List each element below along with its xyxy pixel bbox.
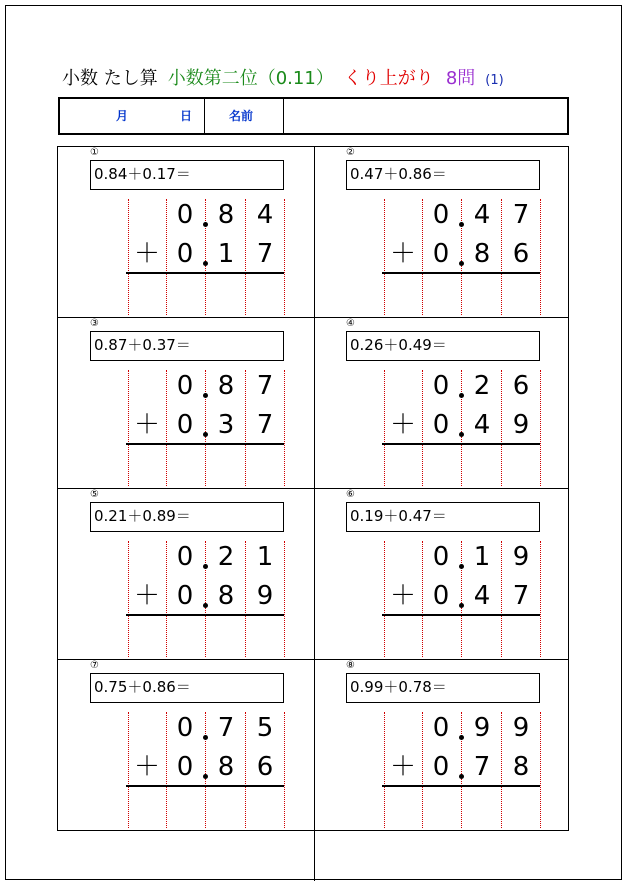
answer-area[interactable] bbox=[384, 446, 540, 486]
digit: 3 bbox=[217, 410, 235, 440]
digit: 0 bbox=[432, 581, 450, 611]
decimal-point bbox=[458, 260, 466, 268]
sum-line bbox=[382, 272, 540, 274]
digit: 0 bbox=[176, 200, 194, 230]
problem-expression: 0.26＋0.49＝ bbox=[346, 331, 540, 361]
sum-line bbox=[126, 614, 284, 616]
problem-cell bbox=[314, 318, 570, 489]
digit: 9 bbox=[256, 581, 274, 611]
digit: 0 bbox=[176, 713, 194, 743]
digit: 1 bbox=[217, 239, 235, 269]
digit: 2 bbox=[217, 542, 235, 572]
problem-cell bbox=[314, 660, 570, 831]
digit: 0 bbox=[176, 410, 194, 440]
digit: 9 bbox=[512, 542, 530, 572]
digit: 0 bbox=[176, 239, 194, 269]
digit: 7 bbox=[512, 200, 530, 230]
problem-number: ⑥ bbox=[346, 489, 355, 500]
problem-expression: 0.99＋0.78＝ bbox=[346, 673, 540, 703]
digit: 9 bbox=[473, 713, 491, 743]
digit: 0 bbox=[432, 713, 450, 743]
decimal-point bbox=[458, 431, 466, 439]
digit: 0 bbox=[432, 752, 450, 782]
plus-sign: ＋ bbox=[133, 581, 160, 611]
problem-expression: 0.47＋0.86＝ bbox=[346, 160, 540, 190]
digit: 9 bbox=[512, 713, 530, 743]
problem-expression: 0.87＋0.37＝ bbox=[90, 331, 284, 361]
problem-expression: 0.19＋0.47＝ bbox=[346, 502, 540, 532]
digit: 5 bbox=[256, 713, 274, 743]
problem-number: ⑤ bbox=[90, 489, 99, 500]
plus-sign: ＋ bbox=[389, 581, 416, 611]
plus-sign: ＋ bbox=[389, 410, 416, 440]
day-label: 日 bbox=[180, 109, 193, 123]
digit: 8 bbox=[473, 239, 491, 269]
digit: 1 bbox=[256, 542, 274, 572]
sum-line bbox=[126, 272, 284, 274]
decimal-point bbox=[202, 602, 210, 610]
decimal-point bbox=[458, 221, 466, 229]
digit: 0 bbox=[432, 239, 450, 269]
decimal-point bbox=[202, 563, 210, 571]
divider bbox=[204, 99, 205, 133]
decimal-point bbox=[202, 392, 210, 400]
digit: 8 bbox=[512, 752, 530, 782]
decimal-point bbox=[458, 392, 466, 400]
answer-area[interactable] bbox=[128, 275, 284, 315]
problem-expression: 0.84＋0.17＝ bbox=[90, 160, 284, 190]
answer-area[interactable] bbox=[128, 788, 284, 828]
decimal-point bbox=[202, 260, 210, 268]
column-guide-line bbox=[540, 712, 541, 828]
title-count: 8問 bbox=[445, 68, 476, 89]
column-guide-line bbox=[540, 199, 541, 315]
digit: 0 bbox=[176, 581, 194, 611]
column-guide-line bbox=[284, 370, 285, 486]
name-date-box bbox=[58, 97, 569, 135]
month-label: 月 bbox=[116, 109, 129, 123]
problem-cell bbox=[58, 318, 314, 489]
answer-area[interactable] bbox=[384, 617, 540, 657]
digit: 7 bbox=[256, 239, 274, 269]
problem-cell bbox=[58, 147, 314, 318]
digit: 4 bbox=[473, 410, 491, 440]
digit: 0 bbox=[432, 371, 450, 401]
digit: 6 bbox=[512, 371, 530, 401]
plus-sign: ＋ bbox=[389, 239, 416, 269]
title-subject: 小数 たし算 bbox=[62, 68, 158, 89]
digit: 0 bbox=[432, 200, 450, 230]
decimal-point bbox=[458, 734, 466, 742]
sum-line bbox=[382, 443, 540, 445]
sum-line bbox=[126, 443, 284, 445]
digit: 7 bbox=[217, 713, 235, 743]
digit: 8 bbox=[217, 752, 235, 782]
column-guide-line bbox=[284, 541, 285, 657]
problem-cell bbox=[58, 489, 314, 660]
digit: 0 bbox=[176, 371, 194, 401]
problem-number: ③ bbox=[90, 318, 99, 329]
answer-area[interactable] bbox=[384, 275, 540, 315]
digit: 7 bbox=[256, 410, 274, 440]
column-guide-line bbox=[540, 370, 541, 486]
digit: 4 bbox=[473, 581, 491, 611]
decimal-point bbox=[458, 602, 466, 610]
name-label: 名前 bbox=[229, 109, 254, 123]
digit: 8 bbox=[217, 200, 235, 230]
digit: 1 bbox=[473, 542, 491, 572]
decimal-point bbox=[458, 773, 466, 781]
plus-sign: ＋ bbox=[133, 410, 160, 440]
digit: 4 bbox=[256, 200, 274, 230]
answer-area[interactable] bbox=[384, 788, 540, 828]
problem-number: ① bbox=[90, 147, 99, 158]
title-level: 小数第二位（0.11） bbox=[167, 68, 334, 89]
digit: 7 bbox=[473, 752, 491, 782]
sum-line bbox=[126, 785, 284, 787]
column-guide-line bbox=[284, 199, 285, 315]
answer-area[interactable] bbox=[128, 617, 284, 657]
problem-number: ② bbox=[346, 147, 355, 158]
digit: 0 bbox=[176, 752, 194, 782]
digit: 6 bbox=[256, 752, 274, 782]
digit: 8 bbox=[217, 371, 235, 401]
worksheet-title bbox=[62, 66, 506, 92]
digit: 8 bbox=[217, 581, 235, 611]
plus-sign: ＋ bbox=[133, 239, 160, 269]
problem-cell bbox=[314, 489, 570, 660]
digit: 4 bbox=[473, 200, 491, 230]
name-field[interactable] bbox=[284, 99, 567, 133]
title-sheet-number: (1) bbox=[485, 73, 504, 88]
problem-number: ④ bbox=[346, 318, 355, 329]
problem-expression: 0.21＋0.89＝ bbox=[90, 502, 284, 532]
plus-sign: ＋ bbox=[133, 752, 160, 782]
digit: 0 bbox=[432, 410, 450, 440]
decimal-point bbox=[458, 563, 466, 571]
plus-sign: ＋ bbox=[389, 752, 416, 782]
digit: 0 bbox=[176, 542, 194, 572]
problem-cell bbox=[58, 660, 314, 831]
title-carry: くり上がり bbox=[343, 68, 434, 89]
decimal-point bbox=[202, 773, 210, 781]
problem-number: ⑦ bbox=[90, 660, 99, 671]
digit: 6 bbox=[512, 239, 530, 269]
digit: 7 bbox=[256, 371, 274, 401]
digit: 0 bbox=[432, 542, 450, 572]
problem-cell bbox=[314, 147, 570, 318]
column-guide-line bbox=[540, 541, 541, 657]
problem-number: ⑧ bbox=[346, 660, 355, 671]
digit: 2 bbox=[473, 371, 491, 401]
digit: 7 bbox=[512, 581, 530, 611]
decimal-point bbox=[202, 734, 210, 742]
answer-area[interactable] bbox=[128, 446, 284, 486]
decimal-point bbox=[202, 221, 210, 229]
sum-line bbox=[382, 785, 540, 787]
sum-line bbox=[382, 614, 540, 616]
column-guide-line bbox=[284, 712, 285, 828]
digit: 9 bbox=[512, 410, 530, 440]
problem-expression: 0.75＋0.86＝ bbox=[90, 673, 284, 703]
decimal-point bbox=[202, 431, 210, 439]
